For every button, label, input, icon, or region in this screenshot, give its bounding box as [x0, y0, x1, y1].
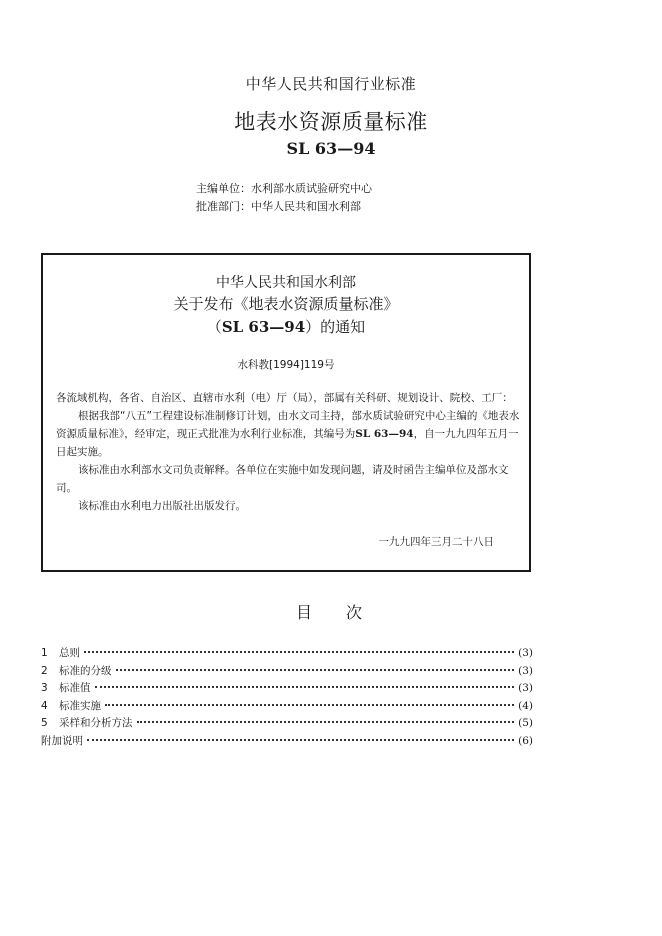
- approving-department: 批准部门：中华人民共和国水利部: [196, 200, 361, 213]
- notice-issuer: 中华人民共和国水利部: [216, 275, 356, 291]
- standard-code: SL 63—94: [286, 139, 376, 158]
- toc-entry-page: (3): [518, 647, 533, 659]
- notice-code-prefix: （: [206, 318, 222, 336]
- approval-code: SL 63—94: [355, 428, 414, 440]
- notice-document-number: 水科教[1994]119号: [237, 359, 335, 371]
- notice-body: [56, 389, 522, 515]
- toc-entry-appendix[interactable]: [41, 733, 533, 751]
- notice-code-suffix: ）的通知: [305, 318, 366, 336]
- toc-entry-title: 总则: [59, 647, 80, 659]
- toc-entry-page: (5): [518, 717, 533, 730]
- toc-entry-number: 5: [41, 717, 48, 730]
- toc-entry-5[interactable]: [41, 715, 533, 733]
- notice-paragraph-publisher: 该标准由水利电力出版社出版发行。: [78, 500, 246, 512]
- toc-heading: 目次: [295, 603, 396, 622]
- toc-entry-number: 4: [41, 699, 48, 712]
- editor-unit: 主编单位：水利部水质试验研究中心: [196, 182, 372, 195]
- notice-date: 一九九四年三月二十八日: [378, 536, 494, 548]
- toc-entry-number: 2: [41, 664, 48, 677]
- toc-leader-dots: [84, 651, 514, 653]
- toc-leader-dots: [95, 686, 515, 688]
- notice-title-code: [41, 316, 531, 337]
- toc-entry-page: (3): [518, 664, 533, 677]
- toc-entry-page: (6): [518, 734, 533, 747]
- toc-leader-dots: [137, 721, 515, 723]
- standard-category: 中华人民共和国行业标准: [245, 75, 417, 93]
- notice-subject: 关于发布《地表水资源质量标准》: [173, 295, 399, 313]
- toc-entry-title: 标准实施: [59, 699, 101, 712]
- toc-entry-1[interactable]: [41, 645, 533, 663]
- toc-entry-number: 3: [41, 682, 48, 695]
- document-title: 地表水资源质量标准: [234, 110, 428, 134]
- toc-entry-page: (4): [518, 699, 533, 712]
- notice-paragraph-interpretation: 该标准由水利部水文司负责解释。各单位在实施中如发现问题，请及时函告主编单位及部水文司。: [56, 464, 509, 494]
- document-meta: [196, 180, 372, 216]
- toc-leader-dots: [116, 669, 515, 671]
- approval-text-a: 根据我部“八五”工程建设标准制修订计划，由水文司主持，部水质试验研究中心主编的《地表水资源质量标准》，经审定，现正式批准为水利行业标准，其编号为: [56, 410, 520, 440]
- toc-entry-4[interactable]: [41, 698, 533, 716]
- notice-paragraph-approval: [56, 407, 522, 461]
- toc-entry-number: 1: [41, 647, 48, 659]
- toc-entry-title: 采样和分析方法: [59, 717, 133, 730]
- toc-entry-title: 标准的分级: [59, 664, 112, 677]
- toc-entry-title: 附加说明: [41, 734, 83, 747]
- approval-text-b: ，自一九九四年五月一日起实施。: [56, 428, 519, 458]
- toc-leader-dots: [105, 704, 514, 706]
- notice-salutation: 各流域机构，各省、自治区、直辖市水利（电）厅（局），部属有关科研、规划设计、院校、工厂：: [56, 392, 513, 404]
- toc-entry-page: (3): [518, 682, 533, 695]
- table-of-contents: [41, 645, 533, 751]
- toc-leader-dots: [87, 739, 514, 741]
- toc-entry-2[interactable]: [41, 663, 533, 681]
- toc-entry-3[interactable]: [41, 680, 533, 698]
- toc-entry-title: 标准值: [59, 682, 91, 695]
- notice-code: SL 63—94: [221, 318, 306, 336]
